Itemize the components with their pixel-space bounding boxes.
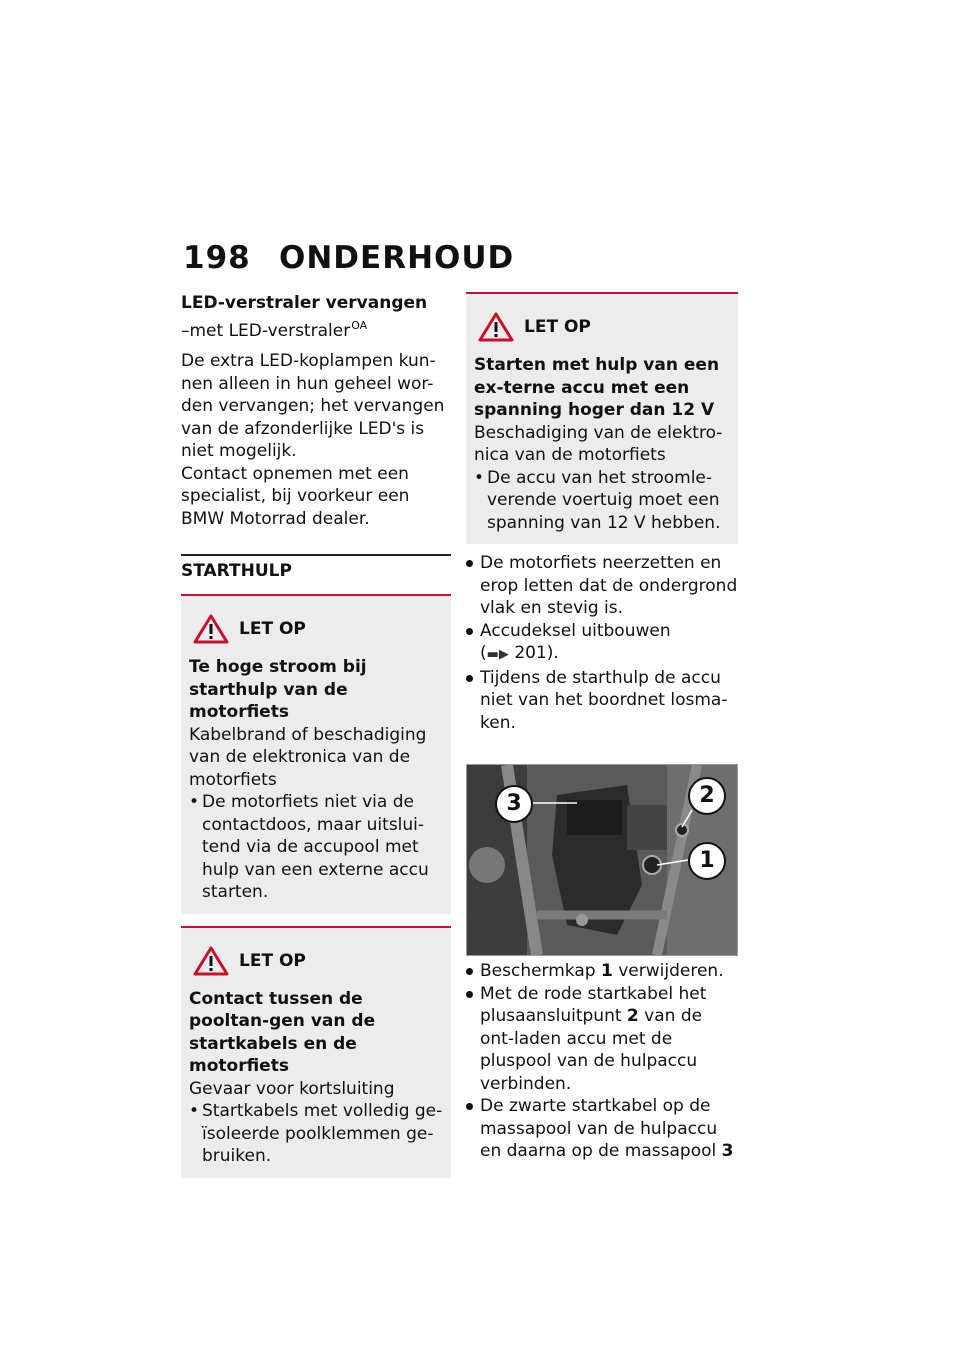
steps-list-2 (466, 960, 738, 1163)
warning-head (189, 614, 443, 644)
step-text: van de ont-laden accu met de pluspool van de hulpaccu verbinden. (480, 1006, 703, 1094)
step-text: verwijderen. (618, 961, 724, 981)
warning-box-3 (466, 292, 738, 544)
warning-label: LET OP (239, 619, 306, 639)
step-text: Beschermkap (480, 961, 596, 981)
page-ref[interactable]: 201). (514, 643, 559, 663)
page-header (183, 240, 514, 276)
warning-bullets (474, 467, 730, 535)
led-subtitle-sup: OA (351, 318, 368, 332)
warning-box-1 (181, 594, 451, 914)
step-item: Accudeksel uitbouwen (▬▶ 201). (466, 620, 738, 667)
warning-box-2 (181, 926, 451, 1178)
callout-badge-1: 1 (688, 842, 726, 880)
led-paragraph-2: Contact opnemen met een specialist, bij voorkeur een BMW Motorrad dealer. (181, 463, 410, 529)
page-ref-arrow-icon: ▬▶ (486, 647, 509, 662)
step-item (466, 1095, 738, 1163)
callout-badge-2: 2 (688, 777, 726, 815)
step-item (466, 960, 738, 983)
step-ref-number: 2 (626, 1006, 639, 1026)
step-ref-number: 3 (721, 1141, 734, 1161)
step-item: Tijdens de starthulp de accu niet van het boordnet losma-ken. (466, 667, 738, 735)
page-number: 198 (183, 240, 251, 276)
step-text: Met de rode startkabel het plusaansluitpunt (480, 983, 707, 1026)
chapter-title: ONDERHOUD (279, 240, 515, 276)
warning-bullets (189, 1100, 443, 1168)
step-text: De zwarte startkabel op de massapool van de hulpaccu en daarna op de massapool (480, 1096, 718, 1161)
warning-title: Te hoge stroom bij starthulp van de motorfiets (189, 657, 367, 722)
step-item (466, 983, 738, 1096)
section-title: STARTHULP (181, 561, 292, 581)
right-column (466, 292, 738, 1163)
warning-description: Kabelbrand of beschadiging van de elektronica van de motorfiets (189, 724, 427, 790)
warning-label: LET OP (239, 950, 306, 971)
warning-title: Contact tussen de pooltan-gen van de startkabels en de motorfiets (189, 988, 376, 1076)
battery-photo (466, 764, 738, 956)
section-divider (181, 554, 451, 582)
led-title: LED-verstraler vervangen (181, 293, 428, 313)
warning-triangle-icon (478, 312, 514, 342)
warning-bullet: • De motorfiets niet via de contactdoos, maar uitslui-tend via de accupool met hulp van een externe accu starten. (189, 791, 443, 904)
warning-title: Starten met hulp van een ex-terne accu met een spanning hoger dan 12 V (474, 355, 720, 420)
callout-badge-3: 3 (495, 785, 533, 823)
led-subtitle-text: –met LED-verstraler (181, 320, 351, 341)
left-column (181, 292, 451, 1178)
warning-label: LET OP (524, 317, 591, 337)
warning-head (189, 946, 443, 976)
warning-description: Beschadiging van de elektro-nica van de motorfiets (474, 422, 723, 465)
steps-list-1 (466, 552, 738, 734)
warning-triangle-icon (193, 946, 229, 976)
step-text: Accudeksel uitbouwen (480, 620, 671, 641)
led-subtitle (181, 315, 451, 343)
warning-description: Gevaar voor kortsluiting (189, 1078, 395, 1099)
warning-bullets (189, 791, 443, 904)
warning-head (474, 312, 730, 342)
step-item: De motorfiets neerzetten en erop letten dat de ondergrond vlak en stevig is. (466, 552, 738, 620)
warning-triangle-icon (193, 614, 229, 644)
warning-bullet: • De accu van het stroomle-verende voertuig moet een spanning van 12 V hebben. (474, 467, 730, 535)
led-paragraph-1: De extra LED-koplampen kun-nen alleen in hun geheel wor-den vervangen; het vervangen van de afzonderlijke LED's is niet mogelijk. (181, 351, 445, 461)
warning-bullet: • Startkabels met volledig ge-ïsoleerde poolklemmen ge-bruiken. (189, 1100, 443, 1168)
step-ref-number: 1 (600, 961, 613, 981)
